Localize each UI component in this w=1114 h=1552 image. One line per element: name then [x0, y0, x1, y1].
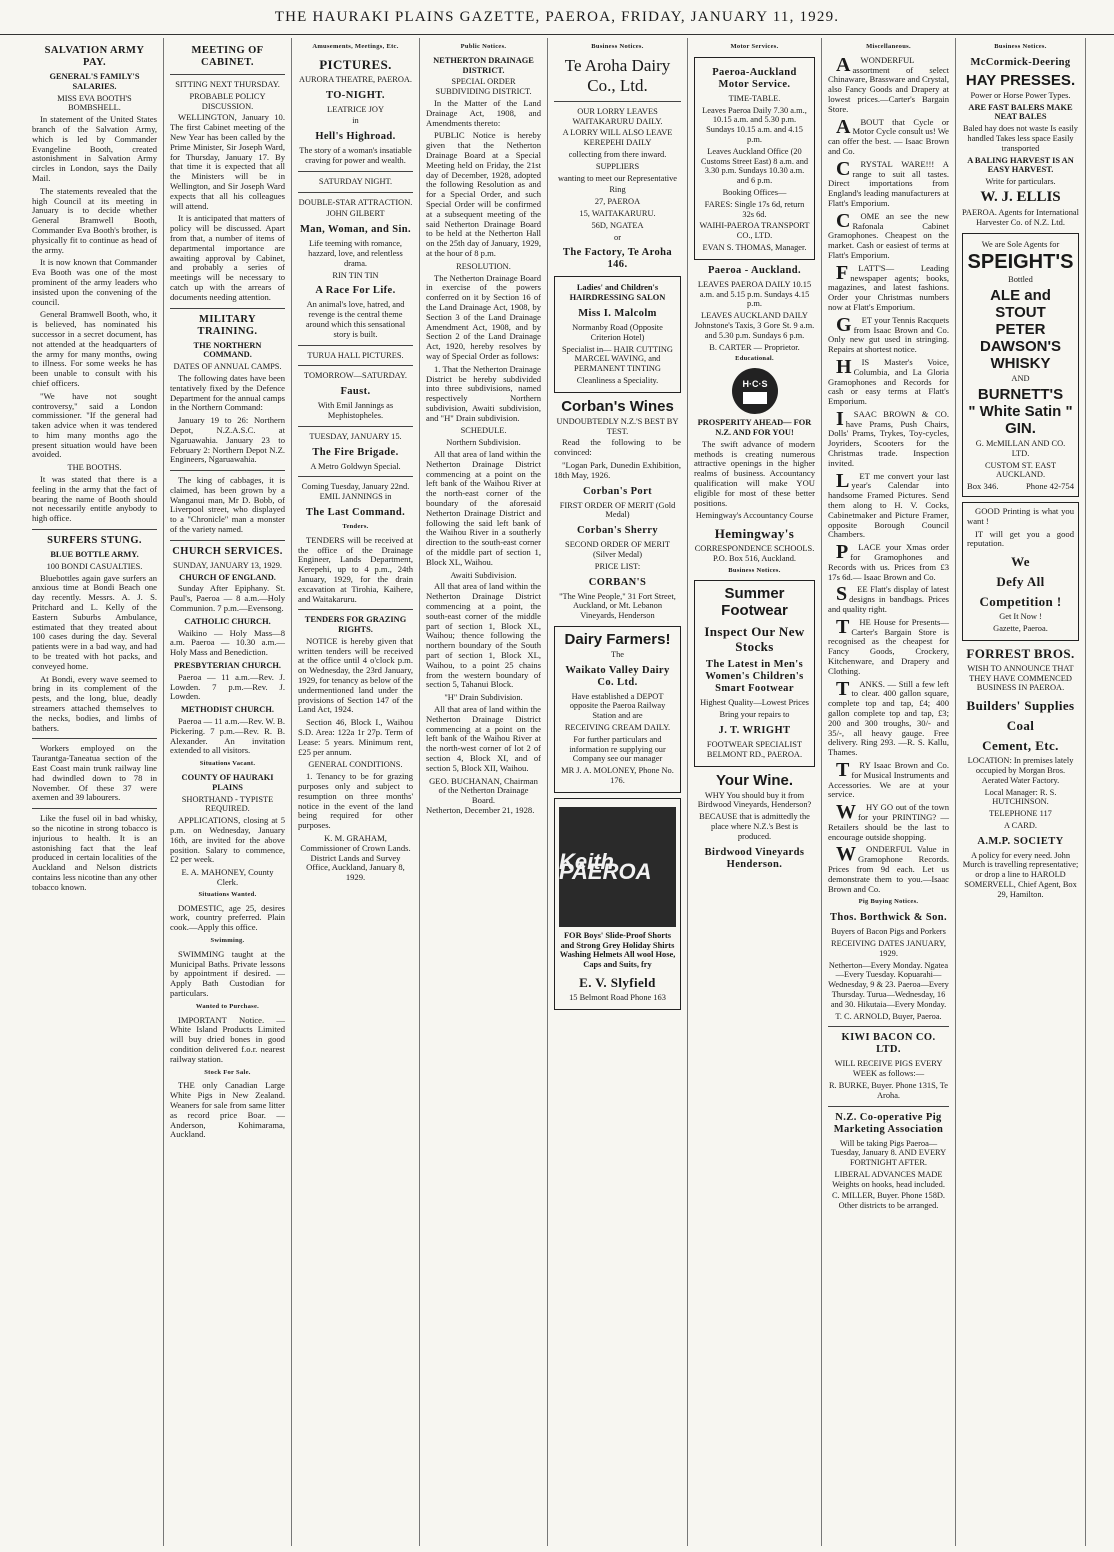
ad-heading: A.M.P. SOCIETY [977, 835, 1064, 847]
ad-heading: We [1011, 554, 1030, 570]
ad-text: Phone 42-754 [1026, 481, 1074, 492]
divider [170, 74, 285, 75]
ad-text: A CARD. [1003, 820, 1038, 830]
masthead [0, 0, 1114, 35]
subheading: PROBABLE POLICY DISCUSSION. [189, 91, 266, 111]
film-title: The Fire Brigade. [312, 446, 399, 458]
ad-heading: Birdwood Vineyards Henderson. [704, 846, 805, 870]
column-motor-services [688, 38, 822, 1546]
ad-text: Gazette, Paeroa. [993, 623, 1048, 633]
hcs-logo-text: H·C·S [742, 379, 767, 390]
ad-heading: McCormick-Deering [970, 56, 1071, 68]
subheading: TUESDAY, JANUARY 15. [309, 431, 402, 441]
ad-heading: Your Wine. [715, 771, 794, 789]
masthead-title: THE HAURAKI PLAINS GAZETTE, PAEROA, FRIDAY, JANUARY 11, 1929. [274, 8, 840, 25]
headline: TO-NIGHT. [326, 89, 385, 101]
church-heading: CHURCH OF ENGLAND. [179, 572, 276, 582]
ad-text: WILL RECEIVE PIGS EVERY WEEK as follows:— [834, 1059, 943, 1079]
ad-text: collecting from there inward. [568, 149, 667, 159]
subheading: SATURDAY NIGHT. [318, 176, 393, 186]
misc-ad: AWONDERFUL assortment of select Chinaware, Brassware and Crystal, also Fancy Goods and Drapery at lowest prices.—Carter's Bargain Store. [828, 53, 949, 114]
misc-ad: TANKS. — Still a few left to clear. 400 gallon square, complete top and tap, £4; 400 gallon complete top and tap, £3; 200 and 300 troughs, 30/- and 35/-, all heavy gauge. Free delivery. Ring 293. —R. S. Kallu, Thames. [828, 677, 949, 758]
divider [828, 1106, 949, 1107]
column-public-notices [420, 38, 548, 1546]
ad-heading: Builders' Supplies [966, 698, 1075, 714]
divider [298, 192, 413, 193]
subheading: SCHEDULE. [460, 426, 507, 436]
ad-text: Normanby Road (Opposite Criterion Hotel) [572, 322, 663, 342]
divider [32, 808, 157, 809]
ad-heading: The Latest in Men's Women's Children's Smart Footwear [705, 659, 804, 695]
ad-heading: Hemingway's [714, 526, 795, 542]
ad-text: The swift advance of modern methods is creating numerous attractive openings in the higher realms of business. Accountancy qualification will make YOU eligible for most of these better positions. [694, 438, 815, 508]
ad-text: or [614, 232, 621, 242]
ad-heading: SHORTHAND - TYPISTE REQUIRED. [181, 794, 274, 814]
ad-heading: GIN. [1005, 419, 1036, 437]
section-label: Motor Services. [730, 43, 779, 50]
ad-text: Local Manager: R. S. HUTCHINSON. [984, 787, 1057, 807]
ad-heading: BURNETT'S [977, 385, 1064, 403]
subheading: TOMORROW—SATURDAY. [304, 371, 407, 381]
church-heading: CATHOLIC CHURCH. [184, 616, 271, 626]
ad-heading: A BALING HARVEST IS AN EASY HARVEST. [967, 155, 1074, 175]
misc-ad: WHY GO out of the town for your PRINTING? — Retailers should be the last to encourage outside shopping. [828, 801, 949, 842]
divider [298, 609, 413, 610]
headline: MILITARY TRAINING. [197, 313, 258, 337]
ad-text: Leaves Auckland Office (20 Customs Street East) 8 a.m. and 3.30 p.m. Sundays 10.30 a.m. and 6 p.m. [700, 146, 809, 186]
ad-heading: Waikato Valley Dairy Co. Ltd. [565, 664, 670, 688]
ad-heading: KIWI BACON CO. LTD. [841, 1032, 936, 1056]
ad-text: Bring your repairs to [719, 710, 790, 720]
subheading: Awaiti Subdivision. [450, 570, 517, 580]
section-label: Public Notices. [460, 43, 507, 50]
film-text: A Metro Goldwyn Special. [310, 461, 401, 471]
ad-heading: ARE FAST BALERS MAKE NEAT BALES [968, 102, 1073, 122]
ad-text: Power or Horse Power Types. [970, 90, 1071, 100]
film-title: The Last Command. [305, 506, 406, 518]
ad-heading: SPEIGHT'S [967, 251, 1074, 274]
ad-text: LIBERAL ADVANCES MADE Weights on hooks, head included. [832, 1169, 945, 1189]
ad-text: Leaves Paeroa Daily 7.30 a.m., 10.15 a.m. and 5.30 p.m. Sundays 10.15 a.m. and 4.15 p.m. [702, 105, 807, 144]
service-times: Paeroa — 11 a.m.—Rev. J. Lowden. 7 p.m.—Rev. J. Lowden. [170, 671, 285, 702]
article-paragraph: The king of cabbages, it is claimed, has been grown by a Wanganui man, Mr D. Bobb, of Liverpool street, who displayed to a "Chronicle" man a monster of the variety named. [170, 475, 285, 535]
ad-text: FARES: Single 17s 6d, return 32s 6d. [704, 199, 805, 219]
ad-text: LEAVES PAEROA DAILY 10.15 a.m. and 5.15 p.m. Sundays 4.15 p.m. [697, 279, 812, 309]
ad-text: The [610, 649, 625, 659]
misc-ad: ISAAC BROWN & CO. have Prams, Push Chairs, Dolls' Prams, Trykes, Toy-cycles, Joyriders, Scooters for the Christmas trade. Inspection invited. [828, 407, 949, 468]
headline: SURFERS STUNG. [47, 535, 142, 547]
ad-text: 15, WAITAKARURU. [579, 208, 656, 218]
ad-text: FOOTWEAR SPECIALIST BELMONT RD., PAEROA. [706, 740, 803, 759]
tender-text: 1. Tenancy to be for grazing purposes only and subject to resumption on three months' notice in the event of the land being required for other purposes. [298, 771, 413, 831]
church-heading: PRESBYTERIAN CHURCH. [173, 661, 282, 671]
misc-ad: ABOUT that Cycle or Motor Cycle consult us! We can offer the best. — Isaac Brown and Co. [828, 115, 949, 156]
section-label: Educational. [735, 355, 774, 363]
section-label: Business Notices. [994, 43, 1047, 50]
misc-ad: HIS Master's Voice, Columbia, and La Gloria Gramophones and Records for cash or easy terms at Flatt's Emporium. [828, 355, 949, 407]
subheading: TURUA HALL PICTURES. [307, 350, 404, 360]
slyfield-ad [554, 798, 681, 1010]
ad-heading: Summer Footwear [721, 585, 788, 620]
article-paragraph: It is anticipated that matters of policy will be discussed. Apart from that, a number of items of departmental importance are awaiting approval by Cabinet, and probably a series of meetings will be necessary to catch up with the arrears of documents needing attention. [170, 213, 285, 302]
ad-text: Booking Offices— [722, 187, 787, 197]
tender-text: Section 46, Block I., Waihou S.D. Area: 122a 1r 27p. Term of Lease: 5 years. Minimum rent, £25 per annum. [298, 717, 413, 757]
divider [170, 308, 285, 309]
section-label: Amusements, Meetings, Etc. [312, 43, 399, 50]
ad-text: Box 346. [967, 481, 999, 492]
ad-heading: HAY PRESSES. [965, 71, 1076, 89]
article-paragraph: Workers employed on the Taurantga-Taneatua section of the East Coast main trunk railway line had dwindled down to 78 in November. Of these 37 were axemen and 39 labourers. [32, 743, 157, 803]
hairdressing-ad [554, 276, 681, 392]
ad-text: GOOD Printing is what you want ! [967, 505, 1074, 526]
classified-text: APPLICATIONS, closing at 5 p.m. on Wednesday, January 16th, are invited for the above position. Salary to commence, £2 per week. [170, 815, 285, 865]
ad-text: CUSTOM ST. EAST AUCKLAND. [984, 460, 1057, 480]
misc-ad: LET me convert your last year's Calendar into handsome Framed Pictures. Send them along to H. V. Cocks, Cabinetmaker and Picture Framer, opposite Borough Council Chambers. [828, 469, 949, 540]
subheading: RECEIVING DATES JANUARY, 1929. [830, 938, 946, 958]
divider [298, 171, 413, 172]
tender-text: TENDERS will be received at the office of the Drainage Engineer, Lands Department, Kerepehi, up to 4 p.m., 24th January, 1929, for the drain excavation at Tirohia, Kaihere, and Waitakaruru. [298, 534, 413, 604]
ad-heading: " White Satin " [968, 402, 1073, 420]
subheading: DOUBLE-STAR ATTRACTION. [298, 197, 413, 207]
ad-text: Ring [609, 185, 626, 195]
ad-text: Baled hay does not waste Is easily handled Takes less space Easily transported [963, 124, 1078, 153]
section-label: Situations Vacant. [199, 760, 256, 768]
section-label: Wanted to Purchase. [195, 1002, 260, 1010]
ad-text: LOCATION: In premises lately occupied by Morgan Bros. Aerated Water Factory. [967, 756, 1074, 785]
ad-text: WISH TO ANNOUNCE THAT THEY HAVE COMMENCED BUSINESS IN PAEROA. [967, 663, 1074, 693]
notice-text: 1. That the Netherton Drainage District be hereby subdivided into three subdivisions, named respectively Northern subdivision, Awaiti subdivision, and "H" Drain subdivision. [426, 363, 541, 423]
ad-heading: CORBAN'S [588, 576, 647, 588]
subheading: DATES OF ANNUAL CAMPS. [173, 362, 282, 372]
church-heading: METHODIST CHURCH. [181, 705, 274, 715]
misc-ad: CRYSTAL WARE!!! A range to suit all tastes. Direct importations from England's leading manufacturers at Flatt's Emporium. [828, 157, 949, 208]
film-star: JOHN GILBERT [326, 209, 385, 219]
classified-text: IMPORTANT Notice. — White Island Products Limited will buy dried bones in good condition delivered f.o.r. nearest railway station. [170, 1014, 285, 1064]
ad-text: OUR LORRY LEAVES WAITAKARURU DAILY. [572, 106, 663, 126]
ad-text: FIRST ORDER OF MERIT (Gold Medal) [559, 500, 676, 520]
article-paragraph: In statement of the United States branch of the Salvation Army, which is led by Commander Evangeline Booth, created astonishment in Salvation Army circles in London, says the Daily Mail. [32, 114, 157, 183]
subheading: MISS EVA BOOTH'S BOMBSHELL. [57, 93, 132, 113]
dairy-ad [554, 626, 681, 793]
ad-heading: Corban's Sherry [577, 525, 658, 537]
ad-text: SUPPLIERS [595, 161, 640, 171]
subheading: THE BOOTHS. [67, 463, 122, 473]
article-paragraph: The statements revealed that the high Council at its meeting in January is to decide whether General Bramwell Booth, Commander Eva Booth's brother, is physically fit to continue as head of the army. [32, 185, 157, 255]
ad-heading: FORREST BROS. [966, 645, 1075, 661]
ad-heading: Corban's Wines [561, 397, 674, 415]
ad-heading: Inspect Our New Stocks [704, 624, 805, 655]
divider [298, 365, 413, 366]
subheading: AURORA THEATRE, PAEROA. [298, 74, 413, 84]
ad-text: Specialist in— HAIR CUTTING MARCEL WAVING, and PERMANENT TINTING [562, 344, 673, 374]
ad-heading: Corban's Port [582, 485, 653, 497]
divider [32, 738, 157, 739]
ad-text: 15 Belmont Road Phone 163 [569, 993, 666, 1003]
film-star: LEATRICE JOY [327, 104, 384, 114]
section-label: Miscellaneous. [866, 43, 911, 50]
ad-heading: Coal [1006, 718, 1035, 734]
ad-text: For further particulars and information re supplying our Company see our manager [569, 734, 666, 764]
notice-text: All that area of land within the Netherton Drainage District commencing at a point on the left bank of the Waihou River at the north-east corner of the boundary of the aforesaid Netherton Drainage District and following the said left bank of the Waihou River in a southerly direction to the south-east corner of the middle part of section 1, Block XL, Waihou. [426, 449, 541, 567]
ad-text: PRICE LIST: [594, 561, 641, 571]
notice-text: In the Matter of the Land Drainage Act, 1908, and Amendments thereto: [426, 97, 541, 128]
notice-date: Netherton, December 21, 1928. [426, 804, 535, 815]
ad-text: We are Sole Agents for [981, 239, 1060, 249]
ad-text: CORRESPONDENCE SCHOOLS. P.O. Box 516, Auckland. [694, 544, 815, 563]
ad-text: BECAUSE that is admittedly the place where N.Z.'s Best is produced. [699, 812, 810, 841]
ad-text: wanting to meet our Representative [557, 173, 678, 183]
article-paragraph: January 19 to 26: Northern Depot, N.Z.A.S.C. at Ngaruawahia. January 23 to February 2: Northern Depot N.Z. Engineers, Ngaruawahia. [170, 415, 285, 465]
ad-text: A LORRY WILL ALSO LEAVE KEREPEHI DAILY [562, 128, 673, 148]
keith-logo: Keith PAEROA [559, 807, 676, 927]
ad-contact-row [967, 482, 1074, 492]
subheading: "H" Drain Subdivision. [444, 693, 523, 703]
ad-text: "The Wine People," 31 Fort Street, Auckland, or Mt. Lebanon Vineyards, Henderson [559, 591, 676, 621]
speights-ad [962, 233, 1079, 497]
classified-text: DOMESTIC, age 25, desires work, country preferred. Plain cook.—Apply this office. [170, 902, 285, 933]
ad-heading: Paeroa-Auckland Motor Service. [712, 66, 797, 90]
ad-heading: PROSPERITY AHEAD— FOR N.Z. AND FOR YOU! [697, 418, 812, 437]
subheading: 100 BONDI CASUALTIES. [46, 561, 143, 571]
ad-heading: The Factory, Te Aroha 146. [562, 247, 673, 271]
film-title: Faust. [340, 386, 371, 398]
misc-ad: FLATT'S— Leading newspaper agents; books, magazines, and latest fashions. Order your Christmas numbers now at Flatt's Emporium. [828, 261, 949, 312]
service-times: Sunday After Epiphany. St. Paul's, Paeroa — 8 a.m.—Holy Communion. 7 p.m.—Evensong. [170, 583, 285, 614]
subheading: Northern Subdivision. [446, 438, 521, 448]
ad-text: AND [1011, 374, 1030, 384]
ad-text: PAEROA. Agents for International Harvester Co. of N.Z. Ltd. [962, 207, 1079, 227]
misc-ad: SEE Flatt's display of latest designs in bandbags. Prices and quality right. [828, 583, 949, 615]
misc-ad: WONDERFUL Value in Gramophone Records. Prices from 9d each. Let us demonstrate them to you.—Isaac Brown and Co. [828, 843, 949, 894]
column-salvation-army [26, 38, 164, 1546]
ad-text: C. MILLER, Buyer. Phone 158D. Other districts to be arranged. [831, 1191, 946, 1211]
classified-text: SWIMMING taught at the Municipal Baths. Private lessons by appointment if desired. —Apply Bath Custodian for particulars. [170, 948, 285, 998]
motor-service-ad [694, 57, 815, 260]
section-label: Pig Buying Notices. [858, 898, 919, 906]
film-star: RIN TIN TIN [332, 270, 379, 280]
ad-text: Bottled [1008, 275, 1033, 285]
ad-text: LEAVES AUCKLAND DAILY Johnstone's Taxis, 3 Gore St. 9 a.m. and 5.30 p.m. Sundays 6 p.m. [694, 311, 815, 340]
ad-text: Will be taking Pigs Paeroa—Tuesday, January 8. AND EVERY FORTNIGHT AFTER. [830, 1138, 947, 1168]
column-business-ads [956, 38, 1086, 1546]
section-label: Situations Wanted. [198, 890, 257, 898]
ad-text: Write for particulars. [985, 177, 1056, 187]
subheading: TIME-TABLE. [728, 93, 781, 103]
ad-heading: W. J. ELLIS [980, 188, 1061, 205]
film-text: Life teeming with romance, hazzard, love, and relentless drama. [308, 239, 403, 268]
ad-heading: Cement, Etc. [982, 738, 1059, 754]
notice-heading: SPECIAL ORDER SUBDIVIDING DISTRICT. [435, 77, 532, 97]
film-title: Man, Woman, and Sin. [299, 224, 412, 236]
headline: CHURCH SERVICES. [172, 545, 283, 557]
misc-ad: PLACE your Xmas order for Gramophones and Records with us. Prices from £3 17s 6d.— Isaac Brown and Co. [828, 541, 949, 582]
subheading: TENDERS FOR GRAZING RIGHTS. [304, 615, 407, 635]
ad-text: TELEPHONE 117 [989, 809, 1052, 819]
article-paragraph: Bluebottles again gave surfers an anxious time at Bondi Beach one day recently. Messrs. A. J. S. Pritchard and L. Kelly of the Eastern Suburbs Ambulance, estimated that they treated about 100 cases during the day. Several patients were in a bad way, and had to be treated with hot packs, and conveyed home. [32, 572, 157, 671]
ad-text: "Logan Park, Dunedin Exhibition, 18th May, 1926. [554, 459, 681, 480]
ad-heading: Thos. Borthwick & Son. [829, 912, 948, 924]
article-paragraph: It is now known that Commander Eva Booth was one of the most prominent of the army leaders who insisted upon the convening of the council. [32, 257, 157, 307]
article-paragraph: It was stated that there is a feeling in the army that the fact of bearing the name of Booth should not necessarily entitle anybody to high office. [32, 474, 157, 524]
ad-name: Miss I. Malcolm [578, 307, 657, 319]
classified-text: THE only Canadian Large White Pigs in New Zealand. Weaners for sale from same litter as record price Boar. — Anderson, Kohimarama, Auckland. [170, 1080, 285, 1140]
film-text: With Emil Jannings as Mephistopheles. [317, 401, 394, 420]
subheading: SITTING NEXT THURSDAY. [175, 80, 280, 89]
divider [298, 426, 413, 427]
section-label: Swimming. [210, 936, 245, 944]
ad-heading: Competition ! [979, 594, 1062, 610]
subheading: GENERAL'S FAMILY'S SALARIES. [49, 72, 140, 91]
section-label: Stock For Sale. [204, 1068, 251, 1076]
ad-heading: Dairy Farmers! [564, 630, 671, 648]
article-paragraph: General Bramwell Booth, who, it is believed, has nominated his successor in a secret document, has not attended at the headquarters of the army for many months, owing to illness. For some weeks he has been unable to consult with his chief officers. [32, 309, 157, 388]
article-paragraph: At Bondi, every wave seemed to bring in its complement of the pests, and the long, blue, deadly streamers attached themselves to the necks, bodies, and limbs of bathers. [32, 673, 157, 733]
subheading: BLUE BOTTLE ARMY. [50, 550, 139, 560]
subheading: SUNDAY, JANUARY 13, 1929. [172, 560, 283, 570]
ad-heading: ALE and STOUT [990, 287, 1051, 322]
notice-heading: NETHERTON DRAINAGE DISTRICT. [433, 55, 534, 75]
notice-text: PUBLIC Notice is hereby given that the Netherton Drainage Board at a Special Meeting held on Friday, the 21st day of December, 1928, adopted the following Resolution as and for a Special Order, and such Special Order will be confirmed at a subsequent meeting of the said Netherton Drainage Board to be held at the Netherton Hall on the 25th day of January, 1929, at the hour of 8 p.m. [426, 130, 541, 258]
service-times: Waikino — Holy Mass—8 a.m. Paeroa — 10.30 a.m.—Holy Mass and Benediction. [170, 627, 285, 658]
ad-text: B. CARTER — Proprietor. [709, 342, 800, 352]
ad-text: 56D, NGATEA [591, 220, 644, 230]
article-paragraph: "We have not sought controversy," said a London commissioner. "If the general had taken advice when it was tendered to him many months ago the present situation would have been avoided. [32, 390, 157, 460]
headline: PICTURES. [319, 56, 392, 72]
subheading: RESOLUTION. [456, 261, 511, 271]
ad-heading: PETER DAWSON'S [979, 321, 1062, 356]
article-paragraph: Like the fusel oil in bad whisky, so the nicotine in strong tobacco is injurious to health. It is an astonishing fact that the leaf produced in certain localities of the Auckland and Nelson districts contains less nicotine than any other tobacco known. [32, 813, 157, 892]
ad-text: WHY You should buy it from Birdwood Vineyards, Henderson? [697, 790, 812, 810]
ad-heading: N.Z. Co-operative Pig Marketing Association [833, 1111, 944, 1135]
ad-text: Netherton—Every Monday. Ngatea—Every Tuesday. Kopuarahi—Wednesday, 9 & 23. Paeroa—Every Thursday. Turua—Wednesday, 16 and 30. Hikutaia—Every Monday. [828, 960, 949, 1009]
section-label: Tenders. [342, 522, 369, 530]
ad-heading: Paeroa - Auckland. [707, 264, 802, 276]
service-times: Paeroa — 11 a.m.—Rev. W. B. Pickering. 7 p.m.—Rev. R. B. Alexander. An invitation extended to all visitors. [170, 716, 286, 756]
ad-text: G. McMILLAN AND CO. LTD. [975, 438, 1066, 458]
ad-text: FOR Boys' Slide-Proof Shorts and Strong Grey Holiday Shirts Washing Helmets All wool Hose, Caps and Suits, fry [559, 930, 676, 970]
signature: GEO. BUCHANAN, Chairman of the Netherton Drainage Board. [429, 775, 538, 806]
article-paragraph: The following dates have been tentatively fixed by the Defence Department for the annual camps in the Northern Command: [170, 372, 285, 413]
signature: K. M. GRAHAM, Commissioner of Crown Lands. District Lands and Survey Office, Auckland, January 8, 1929. [300, 833, 411, 883]
ad-heading: Defy All [996, 574, 1045, 590]
film-title: Hell's Highroad. [315, 131, 396, 143]
ad-text: SECOND ORDER OF MERIT (Silver Medal) [565, 540, 670, 559]
film-text: Coming Tuesday, January 22nd. EMIL JANNINGS in [301, 482, 410, 502]
divider [32, 529, 157, 530]
ad-text: T. C. ARNOLD, Buyer, Paeroa. [835, 1011, 942, 1021]
tender-text: NOTICE is hereby given that written tenders will be received at the office until 4 o'clock p.m. on Wednesday, the 23rd January, 1929, for tenancy as below of the undermentioned land under the provisions of Section 147 of the Land Act, 1924. [298, 635, 413, 715]
divider [828, 1026, 949, 1027]
ad-text: Highest Quality—Lowest Prices [700, 698, 809, 708]
column-miscellaneous [822, 38, 956, 1546]
section-label: Business Notices. [728, 566, 781, 574]
footwear-ad [694, 580, 815, 766]
ad-text: Get It Now ! [999, 612, 1042, 622]
notice-text: All that area of land within the Netherton Drainage District commencing at a point on the left bank of the Waihou River at the north-west corner of lot 2 of section 4, Block XI, and of section 5, Block XII, Waihou. [426, 704, 541, 773]
divider [298, 345, 413, 346]
notice-text: The Netherton Drainage Board in exercise of the powers conferred on it by Section 16 of the Land Drainage Act, 1908, by Section 3 of the Land Drainage Amendment Act, 1908, and by Section 2 of the Land Drainage Act, 1920, hereby resolves by way of Special Order as follows: [426, 272, 541, 361]
divider [170, 470, 285, 471]
ad-heading: WHISKY [990, 355, 1051, 373]
ad-heading: Ladies' and Children's HAIRDRESSING SALON [569, 283, 666, 303]
subheading: GENERAL CONDITIONS. [308, 760, 403, 770]
column-amusements [292, 38, 420, 1546]
section-label: Business Notices. [591, 43, 644, 50]
ad-text: 27, PAEROA [594, 197, 641, 207]
ad-text: Read the following to be convinced: [554, 437, 681, 458]
ad-heading: E. V. Slyfield [579, 975, 656, 991]
misc-ad: TRY Isaac Brown and Co. for Musical Instruments and Accessories. We are at your service. [828, 758, 949, 800]
ad-text: WAIHI-PAEROA TRANSPORT CO., LTD. [699, 221, 810, 241]
column-cabinet-church [164, 38, 292, 1546]
ad-text: IT will get you a good reputation. [967, 528, 1074, 549]
ad-text: A policy for every need. John Murch is travelling representative; or drop a line to HAROLD SOMERVELL, Chief Agent, Box 29, Hamilton. [962, 850, 1079, 899]
misc-ad: THE House for Presents—Carter's Bargain Store is recognised as the cheapest for Fancy Goods, Crockery, Kitchenware, and Drapery and Clothing. [828, 615, 949, 676]
headline: SALVATION ARMY PAY. [44, 45, 145, 68]
subheading: THE NORTHERN COMMAND. [193, 340, 262, 360]
ad-heading: J. T. WRIGHT [718, 725, 791, 737]
ad-text: R. BURKE, Buyer. Phone 131S, Te Aroha. [828, 1080, 949, 1100]
column-business-notices [548, 38, 688, 1546]
ad-text: Buyers of Bacon Pigs and Porkers [831, 927, 946, 937]
headline: MEETING OF CABINET. [191, 45, 264, 68]
ad-text: EVAN S. THOMAS, Manager. [702, 242, 807, 252]
ad-text: Hemingway's Accountancy Course [695, 511, 814, 521]
misc-ad: GET your Tennis Racquets from Isaac Brown and Co. Only new gut used in stringing. Repairs at shortest notice. [828, 313, 949, 355]
divider [170, 540, 285, 541]
ad-text: UNDOUBTEDLY N.Z.'S BEST BY TEST. [556, 416, 679, 436]
film-title: A Race For Life. [315, 285, 396, 297]
ad-heading: Te Aroha Dairy Co., Ltd. [564, 55, 671, 95]
film-text: The story of a woman's insatiable craving for power and wealth. [299, 146, 412, 165]
ad-text: RECEIVING CREAM DAILY. [564, 723, 671, 733]
film-text: An animal's love, hatred, and revenge is the central theme around which this sensational story is built. [305, 300, 406, 339]
film-text: in [352, 116, 359, 126]
ad-heading: COUNTY OF HAURAKI PLAINS [181, 773, 274, 792]
article-paragraph: WELLINGTON, January 10. The first Cabinet meeting of the New Year has been called by the Prime Minister, Sir Joseph Ward, for Thursday, January 17. By that time it is expected that all the Ministers will be in Wellington, and Sir Joseph Ward expects that all his colleagues will attend. [170, 112, 285, 211]
printing-ad [962, 502, 1079, 641]
ad-text: MR J. A. MOLONEY, Phone No. 176. [561, 766, 674, 786]
hcs-logo [732, 368, 778, 414]
misc-ad: COME an see the new Rafonala Cabinet Gramophones. Cheapest on the market. Cash or easiest of terms at Flatt's Emporium. [828, 209, 949, 260]
ad-text: Have established a DEPOT opposite the Paeroa Railway Station and are [569, 691, 666, 721]
divider [298, 476, 413, 477]
ad-text: Cleanliness a Speciality. [576, 375, 659, 385]
divider [554, 101, 681, 102]
notice-text: All that area of land within the Netherton Drainage District commencing at a point, the south-east corner of the middle part of section 1, Block XL, Waihou; thence following the northern boundary of the South part of section 1, Block XL, Waihou, to a point 25 chains from the western boundary of section 5, Tahanui Block. [426, 581, 541, 690]
signature: E. A. MAHONEY, County Clerk. [181, 867, 274, 887]
